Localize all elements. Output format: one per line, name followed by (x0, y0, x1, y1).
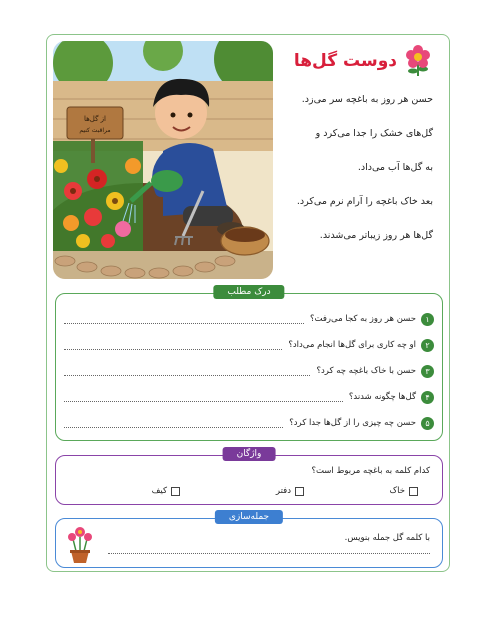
question-number: ۱ (421, 313, 434, 326)
vocab-option-label: دفتر (275, 486, 291, 496)
vocab-question: کدام کلمه به باغچه مربوط است؟ (311, 466, 430, 476)
question-text: حسن با خاک باغچه چه کرد؟ (316, 366, 416, 376)
question-text: او چه کاری برای گل‌ها انجام می‌داد؟ (288, 340, 416, 350)
worksheet (46, 34, 450, 572)
question-row (64, 310, 434, 328)
question-row (64, 414, 434, 432)
vocab-option[interactable] (390, 486, 418, 496)
comprehension-section (55, 287, 443, 441)
sentence-section (55, 512, 443, 568)
vocab-option[interactable] (276, 486, 304, 496)
checkbox[interactable] (295, 487, 304, 496)
sign-text-2: مراقبت کنیم (79, 127, 111, 134)
answer-line[interactable] (64, 340, 282, 350)
vocab-option-label: کیف (151, 486, 167, 496)
section-label-vocab: واژگان (223, 447, 276, 461)
question-number: ۴ (421, 391, 434, 404)
story-line: گل‌های خشک را جدا می‌کرد و (315, 128, 433, 139)
question-text: حسن هر روز به کجا می‌رفت؟ (309, 314, 416, 324)
section-label-comprehension: درک مطلب (213, 285, 284, 299)
page-title: دوست گل‌ها (293, 51, 397, 71)
question-row (64, 388, 434, 406)
question-text: حسن چه چیزی را از گل‌ها جدا کرد؟ (289, 418, 416, 428)
story-line: بعد خاک باغچه را آرام نرم می‌کرد. (296, 196, 433, 207)
vocab-option-label: خاک (389, 486, 405, 496)
answer-line[interactable] (64, 366, 310, 376)
question-number: ۵ (421, 417, 434, 430)
question-number: ۲ (421, 339, 434, 352)
flower-icon (403, 44, 433, 78)
checkbox[interactable] (409, 487, 418, 496)
story-line: حسن هر روز به باغچه سر می‌زد. (301, 94, 433, 105)
story-text (283, 93, 433, 263)
story-line: گل‌ها هر روز زیباتر می‌شدند. (319, 230, 433, 241)
answer-line[interactable] (64, 314, 304, 324)
question-text: گل‌ها چگونه شدند؟ (348, 392, 416, 402)
story-line: به گل‌ها آب می‌داد. (357, 162, 433, 173)
title-bar (294, 43, 433, 79)
checkbox[interactable] (171, 487, 180, 496)
answer-line[interactable] (108, 553, 430, 554)
answer-line[interactable] (64, 418, 283, 428)
sign-text-1: از گل‌ها (83, 115, 107, 123)
flower-pot-icon (62, 523, 98, 565)
question-row (64, 362, 434, 380)
answer-line[interactable] (64, 392, 343, 402)
question-row (64, 336, 434, 354)
section-label-sentence: جمله‌سازی (215, 510, 283, 524)
vocab-section (55, 449, 443, 505)
question-number: ۳ (421, 365, 434, 378)
sentence-prompt: با کلمه گل جمله بنویس. (344, 533, 430, 543)
story-illustration (53, 41, 273, 279)
vocab-option[interactable] (152, 486, 180, 496)
